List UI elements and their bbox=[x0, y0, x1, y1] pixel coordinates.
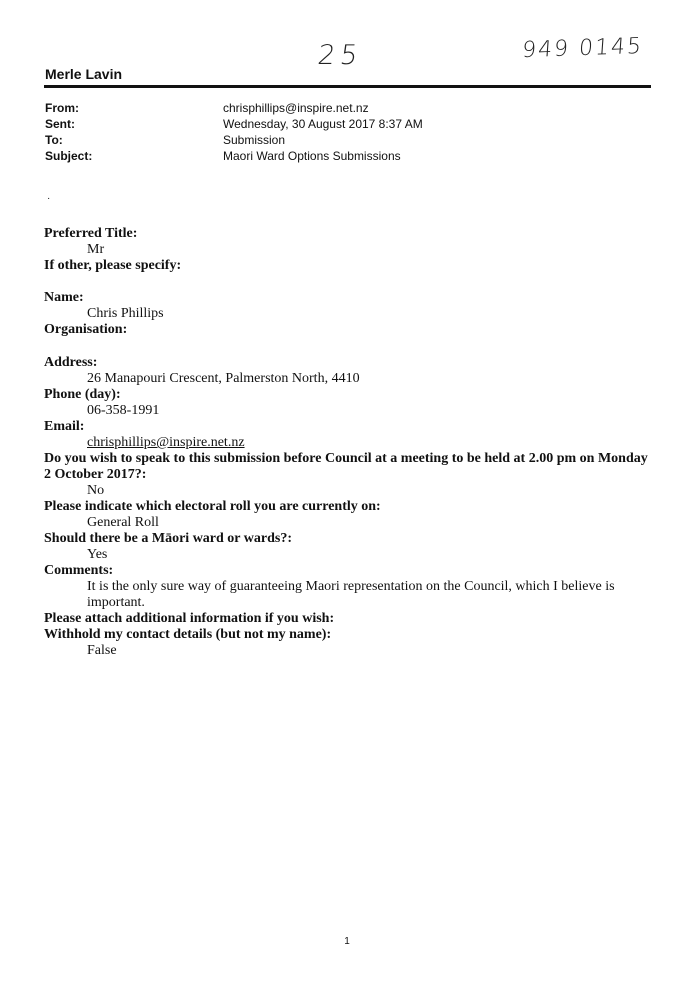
to-value: Submission bbox=[223, 133, 286, 147]
to-label: To: bbox=[45, 133, 63, 147]
withhold-label: Withhold my contact details (but not my name): bbox=[44, 627, 332, 642]
address-value: 26 Manapouri Crescent, Palmerston North, 4410 bbox=[87, 371, 360, 386]
from-row bbox=[45, 101, 645, 117]
name-label: Name: bbox=[44, 290, 84, 305]
phone-label: Phone (day): bbox=[44, 387, 121, 402]
roll-value: General Roll bbox=[87, 515, 159, 530]
sender-name: Merle Lavin bbox=[45, 66, 123, 82]
stray-mark: · bbox=[47, 193, 51, 204]
contact-fields bbox=[44, 355, 654, 659]
speak-value: No bbox=[87, 483, 105, 498]
handwritten-number: 25 bbox=[315, 40, 365, 71]
roll-label: Please indicate which electoral roll you are currently on: bbox=[44, 499, 381, 514]
sent-value: Wednesday, 30 August 2017 8:37 AM bbox=[223, 117, 423, 131]
subject-row bbox=[45, 149, 645, 165]
organisation-label: Organisation: bbox=[44, 322, 128, 337]
from-label: From: bbox=[45, 101, 79, 115]
name-field bbox=[44, 290, 654, 338]
attach-label: Please attach additional information if you wish: bbox=[44, 611, 335, 626]
comments-label: Comments: bbox=[44, 563, 114, 578]
header-divider bbox=[44, 85, 651, 88]
email-label: Email: bbox=[44, 419, 85, 434]
comments-value: It is the only sure way of guaranteeing Maori representation on the Council, which I believe is important. bbox=[87, 579, 615, 610]
title-field bbox=[44, 226, 654, 274]
title-value: Mr bbox=[87, 242, 105, 257]
phone-value: 06-358-1991 bbox=[87, 403, 160, 418]
email-link[interactable]: chrisphillips@inspire.net.nz bbox=[87, 435, 245, 450]
speak-label: Do you wish to speak to this submission before Council at a meeting to be held at 2.00 pm on Monday 2 October 2017?: bbox=[44, 451, 648, 482]
page-number: 1 bbox=[344, 936, 350, 947]
ward-value: Yes bbox=[87, 547, 108, 562]
address-label: Address: bbox=[44, 355, 98, 370]
sent-row bbox=[45, 117, 645, 133]
title-label: Preferred Title: bbox=[44, 226, 138, 241]
withhold-value: False bbox=[87, 643, 117, 658]
other-label: If other, please specify: bbox=[44, 258, 182, 273]
handwritten-reference: 949 0145 bbox=[521, 33, 644, 64]
to-row bbox=[45, 133, 645, 149]
subject-label: Subject: bbox=[45, 149, 93, 163]
from-value: chrisphillips@inspire.net.nz bbox=[223, 101, 369, 115]
subject-value: Maori Ward Options Submissions bbox=[223, 149, 401, 163]
ward-label: Should there be a Māori ward or wards?: bbox=[44, 531, 292, 546]
name-value: Chris Phillips bbox=[87, 306, 164, 321]
sent-label: Sent: bbox=[45, 117, 75, 131]
